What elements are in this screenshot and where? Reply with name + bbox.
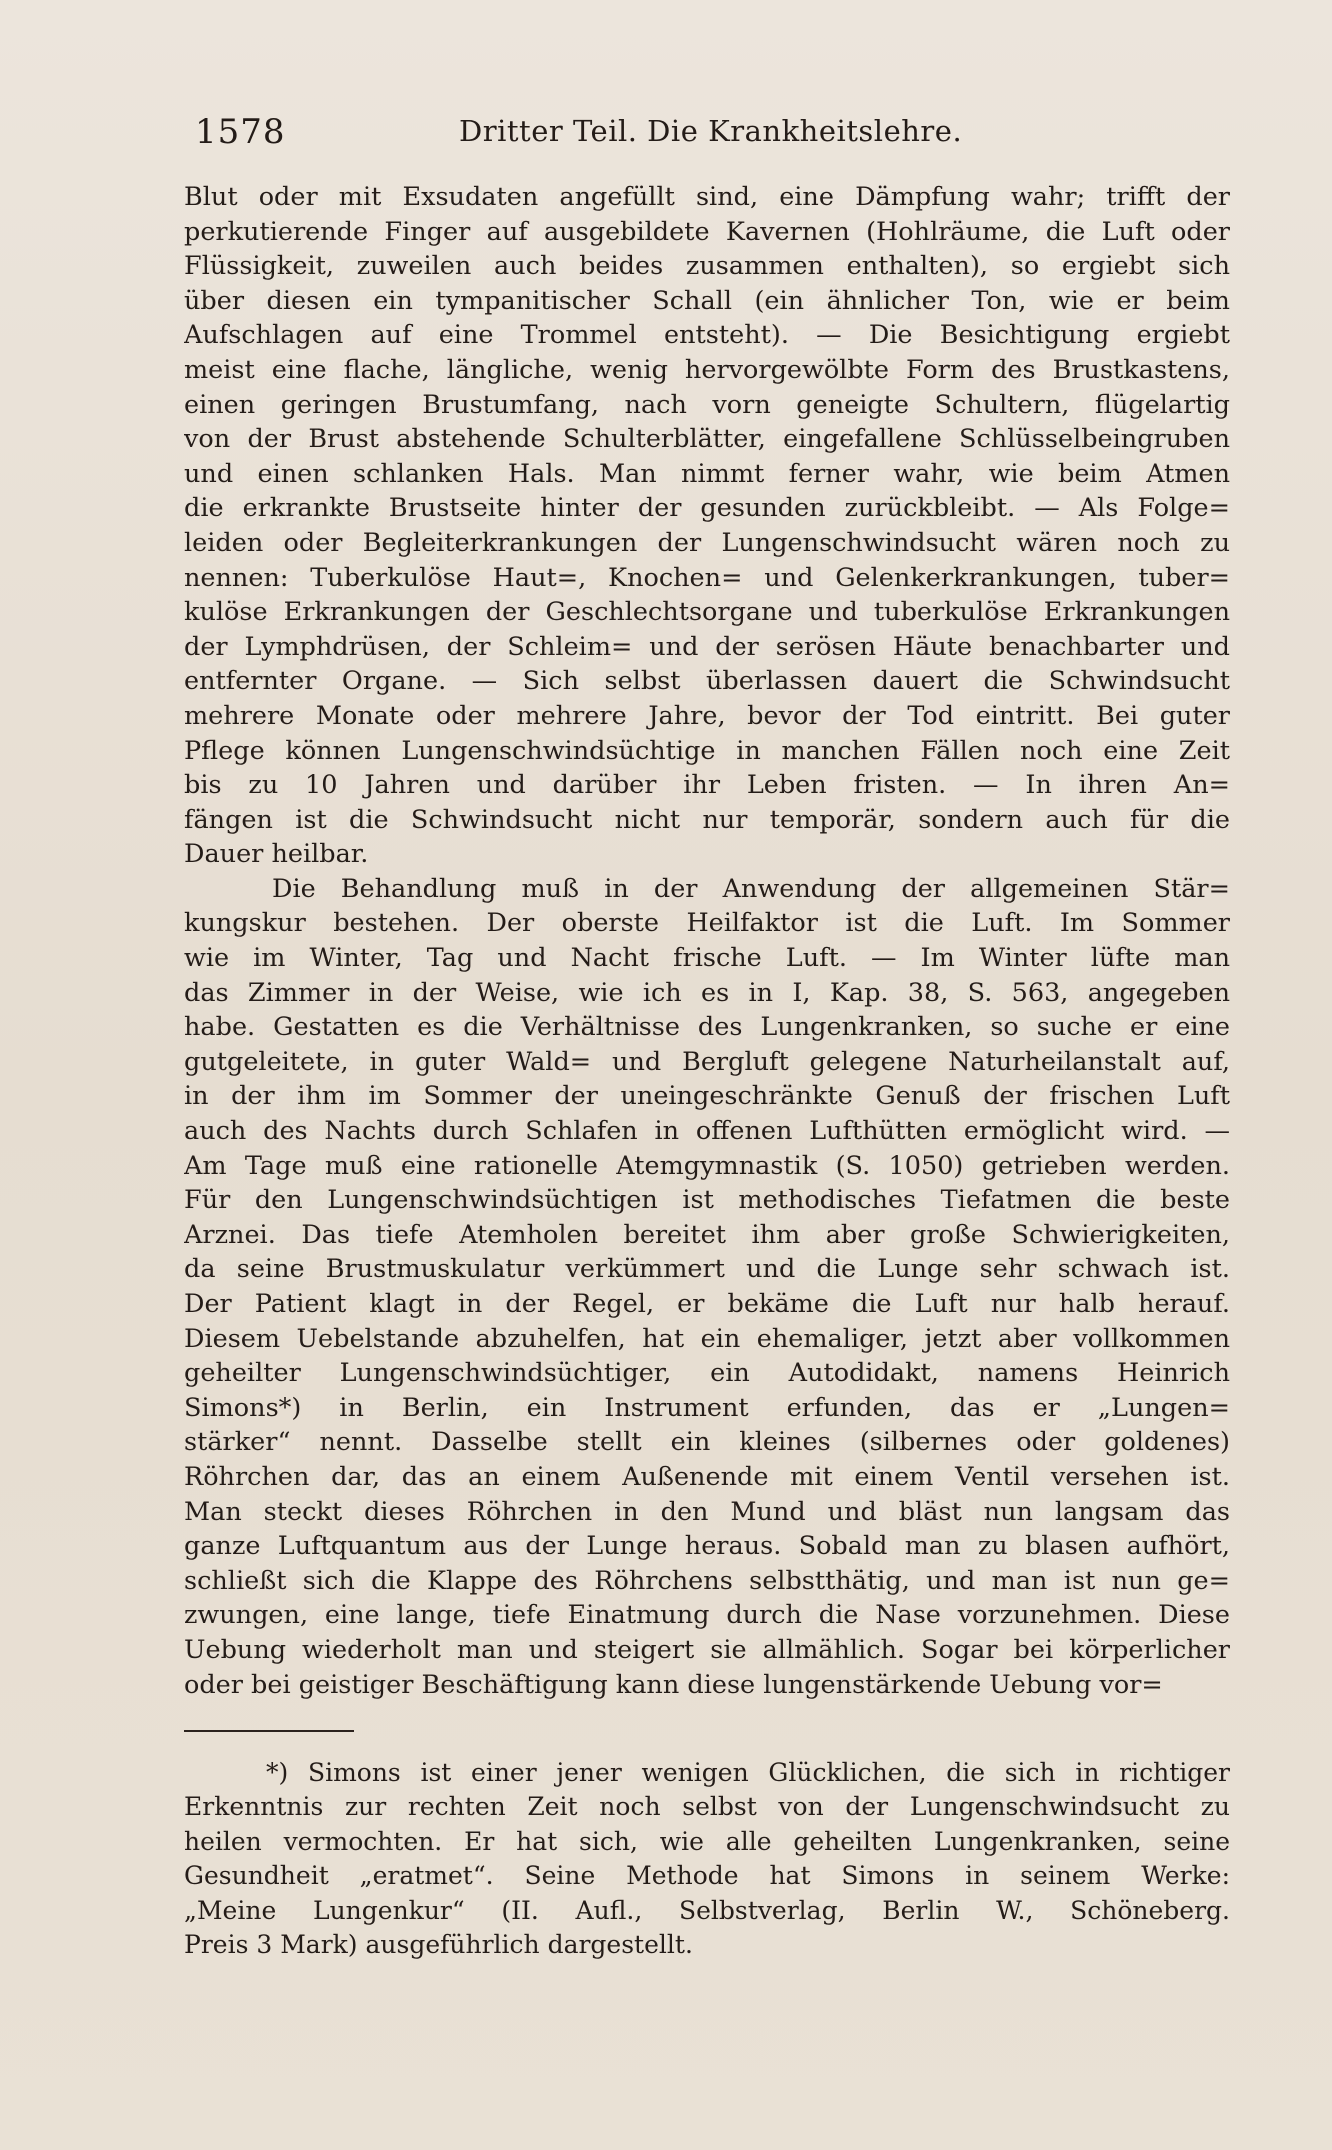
text-line: der Lymphdrüsen, der Schleim= und der serösen Häute benachbarter und (184, 631, 1230, 662)
text-line: Aufschlagen auf eine Trommel entsteht). — Die Besichtigung ergiebt (184, 320, 1230, 351)
text-line: auch des Nachts durch Schlafen in offenen Lufthütten ermöglicht wird. — (184, 1116, 1230, 1147)
text-line: geheilter Lungenschwindsüchtiger, ein Autodidakt, namens Heinrich (184, 1358, 1230, 1389)
text-line: Blut oder mit Exsudaten angefüllt sind, eine Dämpfung wahr; trifft der (184, 182, 1230, 212)
text-line: Diesem Uebelstande abzuhelfen, hat ein ehemaliger, jetzt aber vollkommen (184, 1323, 1230, 1354)
text-line: Röhrchen dar, das an einem Außenende mit einem Ventil versehen ist. (184, 1461, 1230, 1492)
text-line: in der ihm im Sommer der uneingeschränkte Genuß der frischen Luft (184, 1081, 1230, 1112)
text-line: Der Patient klagt in der Regel, er bekäme die Luft nur halb herauf. (184, 1289, 1230, 1319)
text-line: Man steckt dieses Röhrchen in den Mund und bläst nun langsam das (184, 1496, 1230, 1527)
text-line: stärker“ nennt. Dasselbe stellt ein kleines (silbernes oder goldenes) (184, 1427, 1230, 1458)
text-line: gutgeleitete, in guter Wald= und Bergluft gelegene Naturheilanstalt auf, (184, 1046, 1230, 1077)
text-line: Die Behandlung muß in der Anwendung der allgemeinen Stär= (272, 873, 1230, 904)
text-line: nennen: Tuberkulöse Haut=, Knochen= und Gelenkerkrankungen, tuber= (184, 562, 1230, 593)
text-line: oder bei geistiger Beschäftigung kann diese lungenstärkende Uebung vor= (184, 1669, 1163, 1700)
text-line: Am Tage muß eine rationelle Atemgymnastik (S. 1050) getrieben werden. (184, 1150, 1230, 1181)
text-line: von der Brust abstehende Schulterblätter, eingefallene Schlüsselbeingruben (184, 424, 1230, 455)
text-line: meist eine flache, längliche, wenig hervorgewölbte Form des Brustkastens, (184, 354, 1230, 385)
text-line: das Zimmer in der Weise, wie ich es in I, Kap. 38, S. 563, angegeben (184, 977, 1230, 1008)
text-line: Arznei. Das tiefe Atemholen bereitet ihm aber große Schwierigkeiten, (184, 1219, 1230, 1250)
footnote-line: Erkenntnis zur rechten Zeit noch selbst von der Lungenschwindsucht zu (184, 1792, 1230, 1822)
text-line: mehrere Monate oder mehrere Jahre, bevor der Tod eintritt. Bei guter (184, 700, 1230, 731)
body-text (184, 180, 1230, 1702)
text-line: habe. Gestatten es die Verhältnisse des Lungenkranken, so suche er eine (184, 1012, 1230, 1043)
text-line: Pflege können Lungenschwindsüchtige in manchen Fällen noch eine Zeit (184, 735, 1230, 766)
text-line: zwungen, eine lange, tiefe Einatmung durch die Nase vorzunehmen. Diese (184, 1600, 1230, 1631)
text-line: fängen ist die Schwindsucht nicht nur temporär, sondern auch für die (184, 804, 1230, 835)
text-line: einen geringen Brustumfang, nach vorn geneigte Schultern, flügelartig (184, 389, 1230, 420)
text-line: da seine Brustmuskulatur verkümmert und die Lunge sehr schwach ist. (184, 1254, 1230, 1285)
text-line: ganze Luftquantum aus der Lunge heraus. Sobald man zu blasen aufhört, (184, 1531, 1230, 1562)
text-line: über diesen ein tympanitischer Schall (ein ähnlicher Ton, wie er beim (184, 285, 1230, 316)
text-line: die erkrankte Brustseite hinter der gesunden zurückbleibt. — Als Folge= (184, 493, 1230, 524)
running-head (187, 112, 1227, 160)
text-line: und einen schlanken Hals. Man nimmt ferner wahr, wie beim Atmen (184, 458, 1230, 489)
text-line: schließt sich die Klappe des Röhrchens selbstthätig, und man ist nun ge= (184, 1565, 1230, 1596)
text-line: wie im Winter, Tag und Nacht frische Luft. — Im Winter lüfte man (184, 943, 1230, 974)
text-line: Dauer heilbar. (184, 839, 369, 870)
running-title: Dritter Teil. Die Krankheitslehre. (459, 114, 963, 148)
text-line: bis zu 10 Jahren und darüber ihr Leben fristen. — In ihren An= (184, 770, 1230, 801)
footnote-line: *) Simons ist einer jener wenigen Glücklichen, die sich in richtiger (266, 1758, 1230, 1787)
footnote-line: Gesundheit „eratmet“. Seine Methode hat Simons in seinem Werke: (184, 1861, 1230, 1891)
footnote (184, 1756, 1230, 1962)
footnote-line: Preis 3 Mark) ausgeführlich dargestellt. (184, 1929, 693, 1959)
text-line: kulöse Erkrankungen der Geschlechtsorgane und tuberkulöse Erkrankungen (184, 597, 1230, 628)
text-line: Für den Lungenschwindsüchtigen ist methodisches Tiefatmen die beste (184, 1185, 1230, 1216)
text-line: kungskur bestehen. Der oberste Heilfaktor ist die Luft. Im Sommer (184, 908, 1230, 939)
page-number: 1578 (195, 112, 286, 152)
text-line: leiden oder Begleiterkrankungen der Lungenschwindsucht wären noch zu (184, 527, 1230, 558)
text-line: perkutierende Finger auf ausgebildete Kavernen (Hohlräume, die Luft oder (184, 216, 1230, 247)
footnote-line: „Meine Lungenkur“ (II. Aufl., Selbstverlag, Berlin W., Schöneberg. (184, 1895, 1230, 1925)
text-line: Flüssigkeit, zuweilen auch beides zusammen enthalten), so ergiebt sich (184, 251, 1230, 282)
text-line: entfernter Organe. — Sich selbst überlassen dauert die Schwindsucht (184, 666, 1230, 697)
footnote-rule (184, 1730, 354, 1732)
footnote-line: heilen vermochten. Er hat sich, wie alle geheilten Lungenkranken, seine (184, 1826, 1230, 1856)
text-line: Simons*) in Berlin, ein Instrument erfunden, das er „Lungen= (184, 1392, 1230, 1423)
text-line: Uebung wiederholt man und steigert sie allmählich. Sogar bei körperlicher (184, 1634, 1230, 1665)
